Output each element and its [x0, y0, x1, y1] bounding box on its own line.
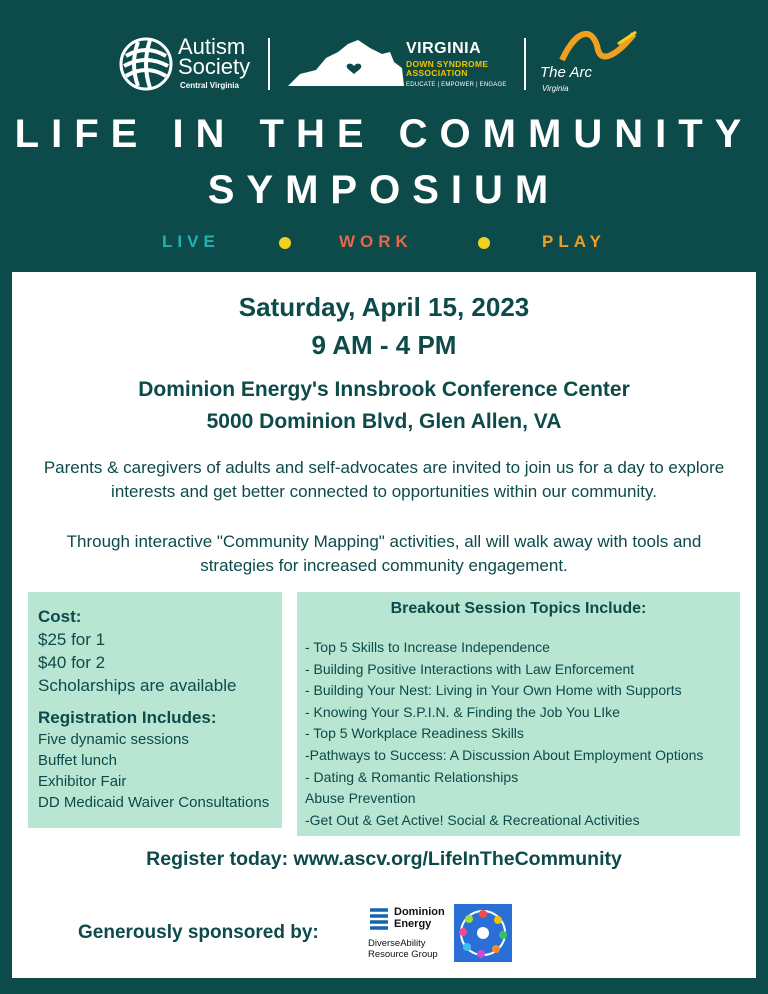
topic-item: - Dating & Romantic Relationships: [305, 768, 519, 785]
bullet-dot-icon: [279, 237, 291, 249]
logo-divider: [524, 38, 526, 90]
dominion-energy-mark-icon: [368, 906, 390, 932]
tagline: [0, 232, 768, 256]
autism-society-line2: Society: [178, 54, 251, 79]
topics-heading: Breakout Session Topics Include:: [390, 600, 647, 617]
topic-item: - Knowing Your S.P.I.N. & Finding the Job You LIke: [305, 703, 620, 720]
topics-list: [305, 637, 735, 831]
event-address: 5000 Dominion Blvd, Glen Allen, VA: [206, 410, 562, 433]
diverseability-group: DiverseAbility Resource Group: [368, 938, 438, 960]
topic-item: - Top 5 Skills to Increase Independence: [305, 639, 550, 655]
cost-item: Scholarships are available: [38, 676, 237, 695]
autism-society-mark-icon: [118, 36, 174, 92]
header-banner: [0, 0, 768, 272]
autism-society-sub: Central Virginia: [180, 81, 239, 90]
community-circle-logo: [454, 904, 512, 962]
tagline-play: PLAY: [542, 232, 606, 251]
topic-item: -Pathways to Success: A Discussion About Employment Options: [305, 746, 704, 763]
tagline-work: WORK: [339, 232, 413, 251]
virginia-map-icon: [286, 38, 406, 90]
topic-item: - Building Positive Interactions with Law Enforcement: [305, 660, 635, 677]
logo-divider: [268, 38, 270, 90]
event-venue: Dominion Energy's Innsbrook Conference Center: [138, 378, 630, 401]
logo-row: [0, 30, 768, 100]
arc-line2: Virginia: [542, 84, 569, 93]
arc-swoosh-icon: [558, 30, 638, 64]
topic-item: - Building Your Nest: Living in Your Own Home with Supports: [305, 682, 682, 699]
topics-box: [297, 592, 740, 836]
page-title-line1: LIFE IN THE COMMUNITY: [14, 112, 754, 156]
tagline-live: LIVE: [162, 232, 220, 251]
bullet-dot-icon: [478, 237, 490, 249]
page-title-line2: SYMPOSIUM: [207, 168, 561, 212]
vdsa-logo: [286, 34, 516, 94]
dominion-energy-name: Dominion Energy: [394, 906, 445, 930]
event-date: Saturday, April 15, 2023: [238, 292, 530, 322]
vdsa-line3: EDUCATE | EMPOWER | ENGAGE: [406, 82, 507, 88]
the-arc-logo: [538, 30, 648, 96]
description-paragraph: Through interactive "Community Mapping" activities, all will walk away with tools and strategies for increased community engagement.: [66, 532, 702, 575]
cost-heading: Cost:: [38, 607, 82, 626]
registration-item: Exhibitor Fair: [38, 773, 127, 790]
register-link[interactable]: Register today: www.ascv.org/LifeInTheCommunity: [146, 848, 622, 870]
dominion-energy-logo: [368, 900, 460, 964]
vdsa-line2: DOWN SYNDROME ASSOCIATION: [406, 59, 489, 78]
event-time: 9 AM - 4 PM: [311, 330, 457, 360]
autism-society-logo: [118, 36, 268, 96]
registration-item: Buffet lunch: [38, 752, 117, 769]
cost-item: $25 for 1: [38, 630, 106, 649]
vdsa-line1: VIRGINIA: [406, 40, 482, 57]
community-circle-icon: [454, 904, 512, 962]
autism-society-line1: Autism: [178, 34, 246, 59]
registration-heading: Registration Includes:: [38, 708, 217, 727]
topic-item: - Top 5 Workplace Readiness Skills: [305, 725, 524, 742]
cost-box: [28, 592, 282, 828]
cost-item: $40 for 2: [38, 653, 106, 672]
topic-item: Abuse Prevention: [305, 790, 416, 807]
arc-line1: The Arc: [540, 64, 592, 81]
event-card: [12, 272, 756, 978]
registration-item: DD Medicaid Waiver Consultations: [38, 794, 270, 811]
description-paragraph: Parents & caregivers of adults and self-advocates are invited to join us for a day to explore interests and get better connected to opportunities within our community.: [43, 458, 725, 501]
topic-item: -Get Out & Get Active! Social & Recreational Activities: [305, 811, 640, 828]
registration-item: Five dynamic sessions: [38, 731, 189, 748]
sponsor-label: Generously sponsored by:: [78, 922, 319, 943]
